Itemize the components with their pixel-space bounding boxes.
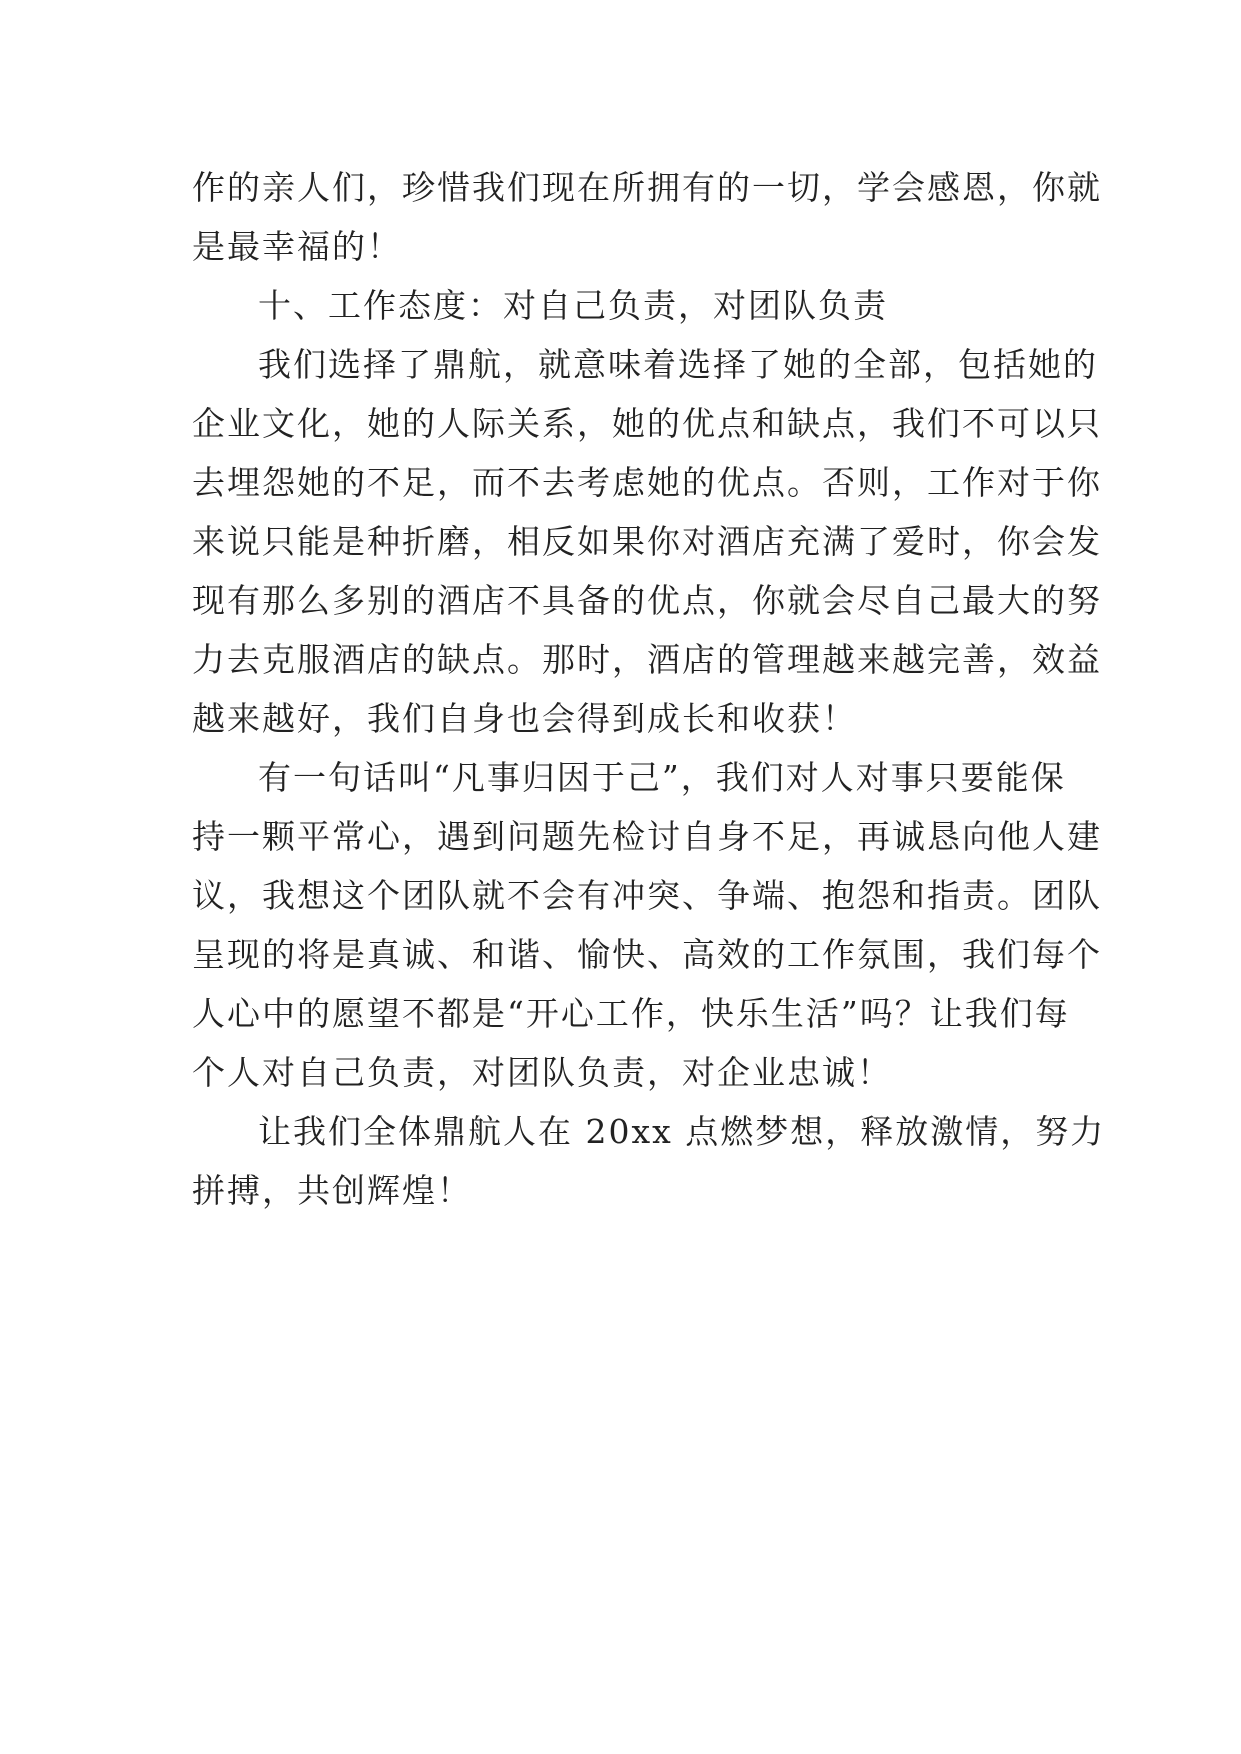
text-line: 呈现的将是真诚、和谐、愉快、高效的工作氛围，我们每个 xyxy=(192,935,1102,974)
text-line: 作的亲人们，珍惜我们现在所拥有的一切，学会感恩，你就 xyxy=(192,168,1102,207)
document-body xyxy=(192,158,1106,1220)
text-line: 企业文化，她的人际关系，她的优点和缺点，我们不可以只 xyxy=(192,404,1102,443)
text-line: 力去克服酒店的缺点。那时，酒店的管理越来越完善，效益 xyxy=(192,640,1102,679)
text-line: 是最幸福的！ xyxy=(192,227,402,266)
text-line: 现有那么多别的酒店不具备的优点，你就会尽自己最大的努 xyxy=(192,581,1102,620)
section-heading: 十、工作态度：对自己负责，对团队负责 xyxy=(258,286,888,325)
text-line: 人心中的愿望不都是“开心工作，快乐生活”吗？让我们每 xyxy=(192,994,1070,1033)
text-line: 越来越好，我们自身也会得到成长和收获！ xyxy=(192,699,857,738)
text-line: 持一颗平常心，遇到问题先检讨自身不足，再诚恳向他人建 xyxy=(192,817,1102,856)
text-line: 个人对自己负责，对团队负责，对企业忠诚！ xyxy=(192,1053,892,1092)
text-line: 让我们全体鼎航人在 20xx 点燃梦想，释放激情，努力 xyxy=(258,1112,1106,1151)
text-line: 有一句话叫“凡事归因于己”，我们对人对事只要能保 xyxy=(258,758,1066,797)
text-line: 我们选择了鼎航，就意味着选择了她的全部，包括她的 xyxy=(258,345,1098,384)
text-line: 拼搏，共创辉煌！ xyxy=(192,1171,472,1210)
text-line: 去埋怨她的不足，而不去考虑她的优点。否则，工作对于你 xyxy=(192,463,1102,502)
text-line: 来说只能是种折磨，相反如果你对酒店充满了爱时，你会发 xyxy=(192,522,1102,561)
text-line: 议，我想这个团队就不会有冲突、争端、抱怨和指责。团队 xyxy=(192,876,1102,915)
